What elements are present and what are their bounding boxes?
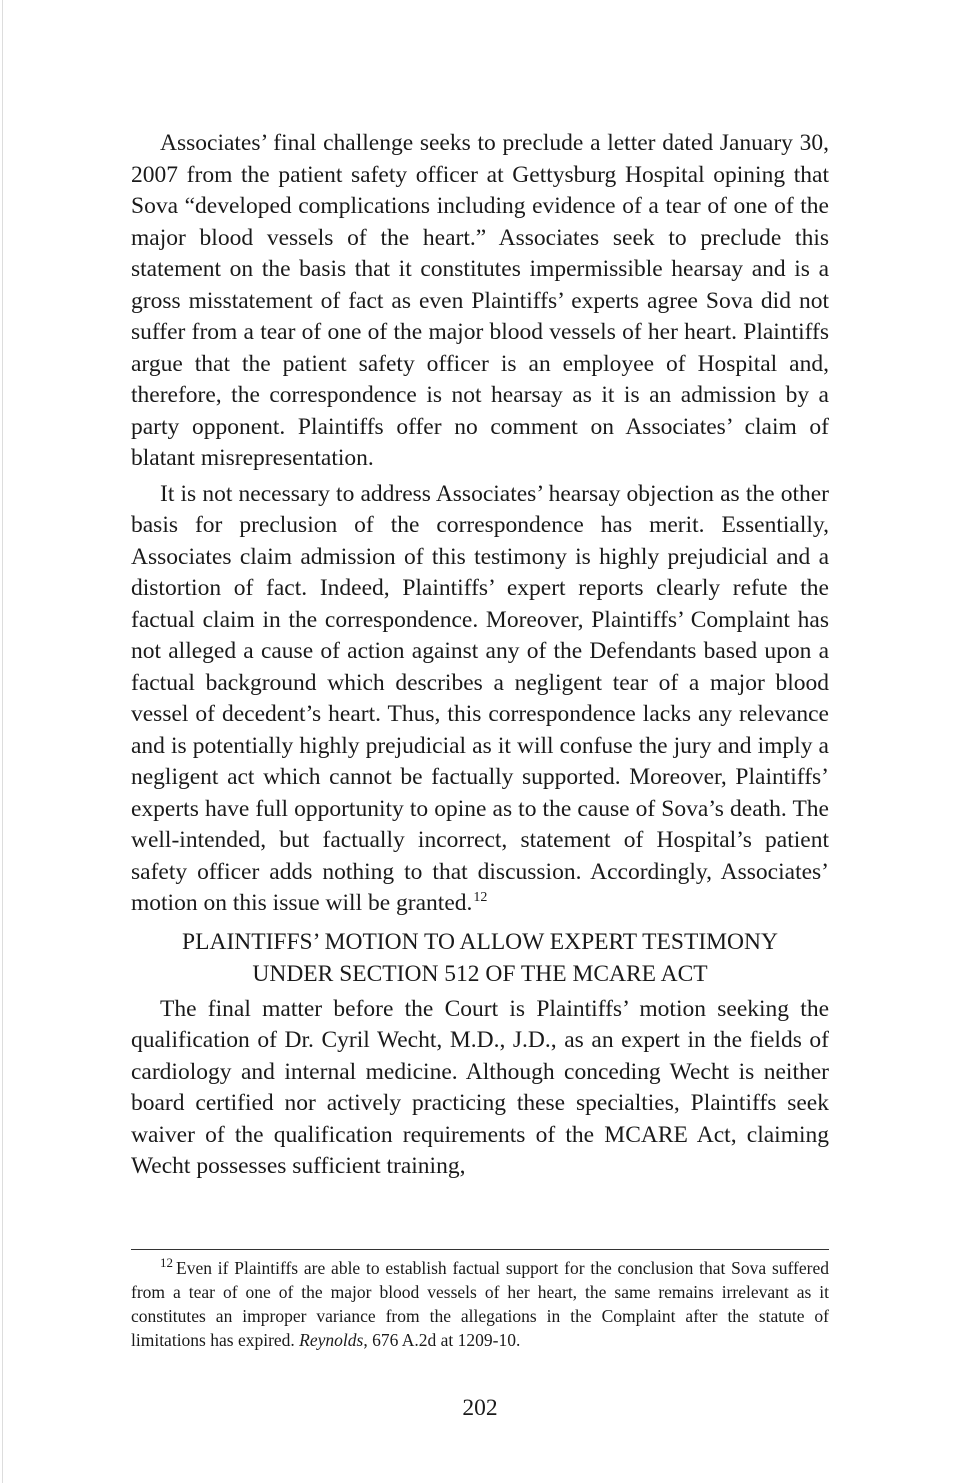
footnote-citation-rest: , 676 A.2d at 1209-10. bbox=[363, 1330, 521, 1350]
page-edge bbox=[2, 0, 3, 1483]
footnote-reference[interactable]: 12 bbox=[473, 890, 488, 905]
section-heading bbox=[131, 926, 829, 990]
footnote-number: 12 bbox=[160, 1255, 173, 1270]
body-text bbox=[131, 128, 829, 1183]
paragraph-expert-motion bbox=[131, 994, 829, 1183]
section-heading-line-1: PLAINTIFFS’ MOTION TO ALLOW EXPERT TESTIMONY bbox=[182, 928, 778, 955]
footnote-12 bbox=[131, 1256, 829, 1352]
footnote-citation-case: Reynolds bbox=[299, 1330, 364, 1350]
paragraph-text: The final matter before the Court is Plaintiffs’ motion seeking the qualification of Dr. Cyril Wecht, M.D., J.D., as an expert in the fields of cardiology and internal medicine. Although conceding Wecht is neither board certified nor actively practicing these specialties, Plaintiffs seek waiver of the qualification requirements of the MCARE Act, claiming Wecht possesses sufficient training, bbox=[131, 995, 829, 1179]
paragraph-text: It is not necessary to address Associates’ hearsay objection as the other basis for preclusion of the correspondence has merit. Essentially, Associates claim admission of this testimony is highly prejudicial and a distortion of fact. Indeed, Plaintiffs’ expert reports clearly refute the factual claim in the correspondence. Moreover, Plaintiffs’ Complaint has not alleged a cause of action against any of the Defendants based upon a factual background which describes a negligent tear of a major blood vessel of decedent’s heart. Thus, this correspondence lacks any relevance and is potentially highly prejudicial as it will confuse the jury and imply a negligent act which cannot be factually supported. Moreover, Plaintiffs’ experts have full opportunity to opine as to the cause of Sova’s death. The well-intended, but factually incorrect, statement of Hospital’s patient safety officer adds nothing to that discussion. Accordingly, Associates’ motion on this issue will be granted. bbox=[131, 480, 829, 916]
paragraph-hearsay-analysis bbox=[131, 479, 829, 920]
footnote-text: Even if Plaintiffs are able to establish factual support for the conclusion that Sova suffered from a tear of one of the major blood vessels of her heart, the same remains irrelevant as it constitutes an improper variance from the allegations in the Complaint after the statute of limitations has expired. bbox=[131, 1258, 829, 1350]
paragraph-text: Associates’ final challenge seeks to preclude a letter dated January 30, 2007 from the patient safety officer at Gettysburg Hospital opining that Sova “developed complications including evidence of a tear of one of the major blood vessels of the heart.” Associates seek to preclude this statement on the basis that it constitutes impermissible hearsay and is a gross misstatement of fact as even Plaintiffs’ experts agree Sova did not suffer from a tear of one of the major blood vessels of her heart. Plaintiffs argue that the patient safety officer is an employee of Hospital and, therefore, the correspondence is not hearsay as it is an admission by a party opponent. Plaintiffs offer no comment on Associates’ claim of blatant misrepresentation. bbox=[131, 130, 829, 471]
footnote-divider bbox=[131, 1249, 829, 1250]
paragraph-associates-challenge bbox=[131, 128, 829, 475]
section-heading-line-2: UNDER SECTION 512 OF THE MCARE ACT bbox=[252, 960, 708, 987]
page-number: 202 bbox=[462, 1395, 498, 1421]
